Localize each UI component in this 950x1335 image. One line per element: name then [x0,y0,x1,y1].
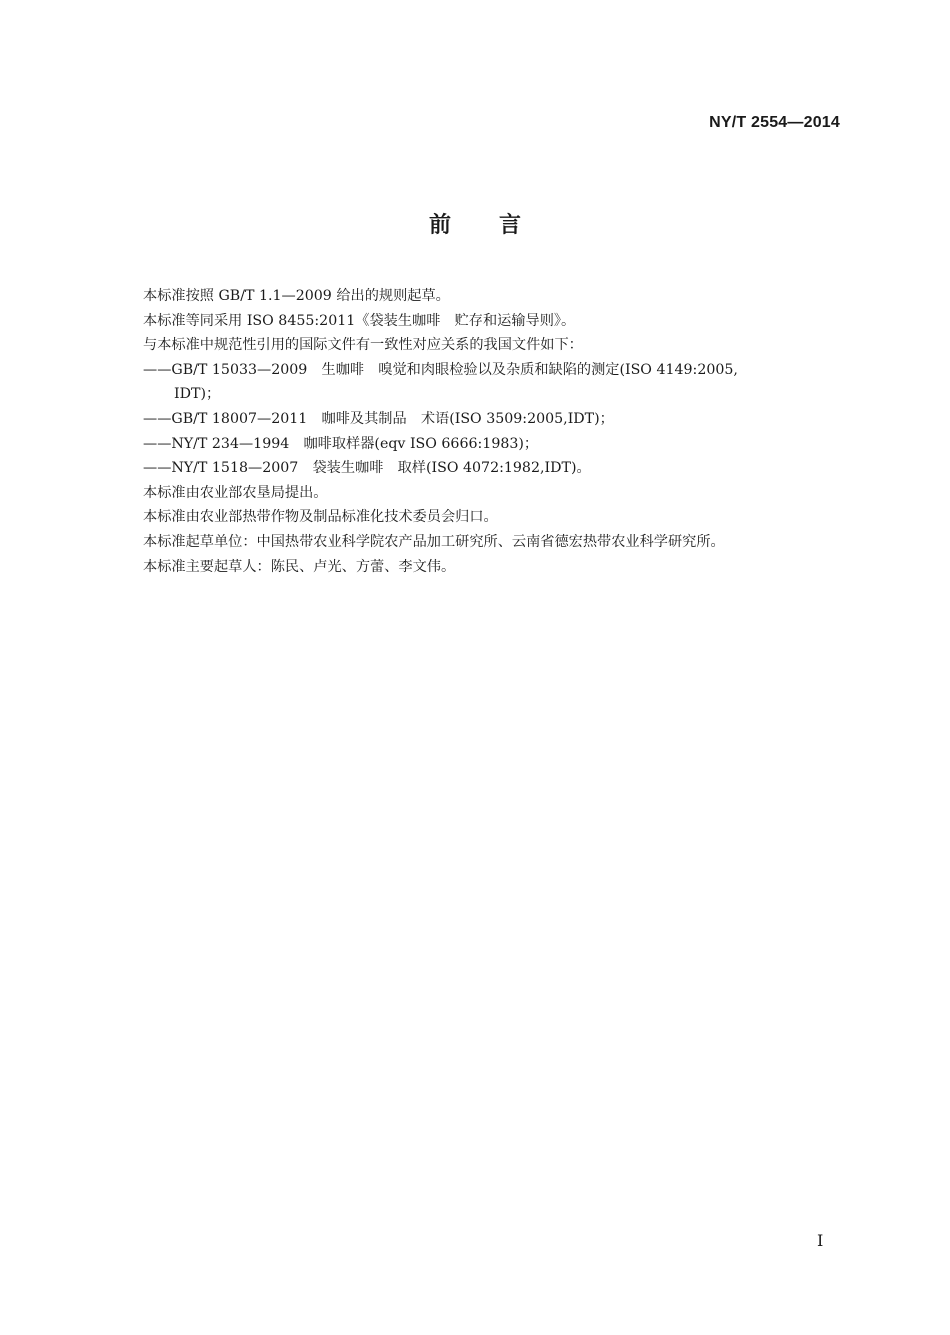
paragraph-centralized-by: 本标准由农业部热带作物及制品标准化技术委员会归口。 [143,509,498,526]
reference-item-gbt-15033: ——GB/T 15033—2009 生咖啡 嗅觉和肉眼检验以及杂质和缺陷的测定(ISO 4149:2005, [143,361,738,378]
paragraph-drafting-units: 本标准起草单位：中国热带农业科学院农产品加工研究所、云南省德宏热带农业科学研究所。 [143,533,725,550]
document-body [143,284,853,579]
standard-number: NY/T 2554—2014 [709,114,840,131]
reference-item-gbt-18007: ——GB/T 18007—2011 咖啡及其制品 术语(ISO 3509:2005,IDT)； [143,410,614,427]
reference-item-nyt-234: ——NY/T 234—1994 咖啡取样器(eqv ISO 6666:1983)； [143,435,539,452]
paragraph-drafting-rules: 本标准按照 GB/T 1.1—2009 给出的规则起草。 [143,288,450,304]
reference-item-nyt-1518: ——NY/T 1518—2007 袋装生咖啡 取样(ISO 4072:1982,IDT)。 [143,460,591,477]
paragraph-proposed-by: 本标准由农业部农垦局提出。 [143,484,328,501]
paragraph-references-intro: 与本标准中规范性引用的国际文件有一致性对应关系的我国文件如下： [143,337,583,354]
paragraph-drafters: 本标准主要起草人：陈民、卢光、方蕾、李文伟。 [143,558,456,575]
paragraph-adoption: 本标准等同采用 ISO 8455:2011《袋装生咖啡 贮存和运输导则》。 [143,312,576,329]
page-number: I [817,1231,824,1250]
reference-item-gbt-15033-continued: IDT)； [174,386,221,403]
page-title: 前言 [428,213,569,238]
